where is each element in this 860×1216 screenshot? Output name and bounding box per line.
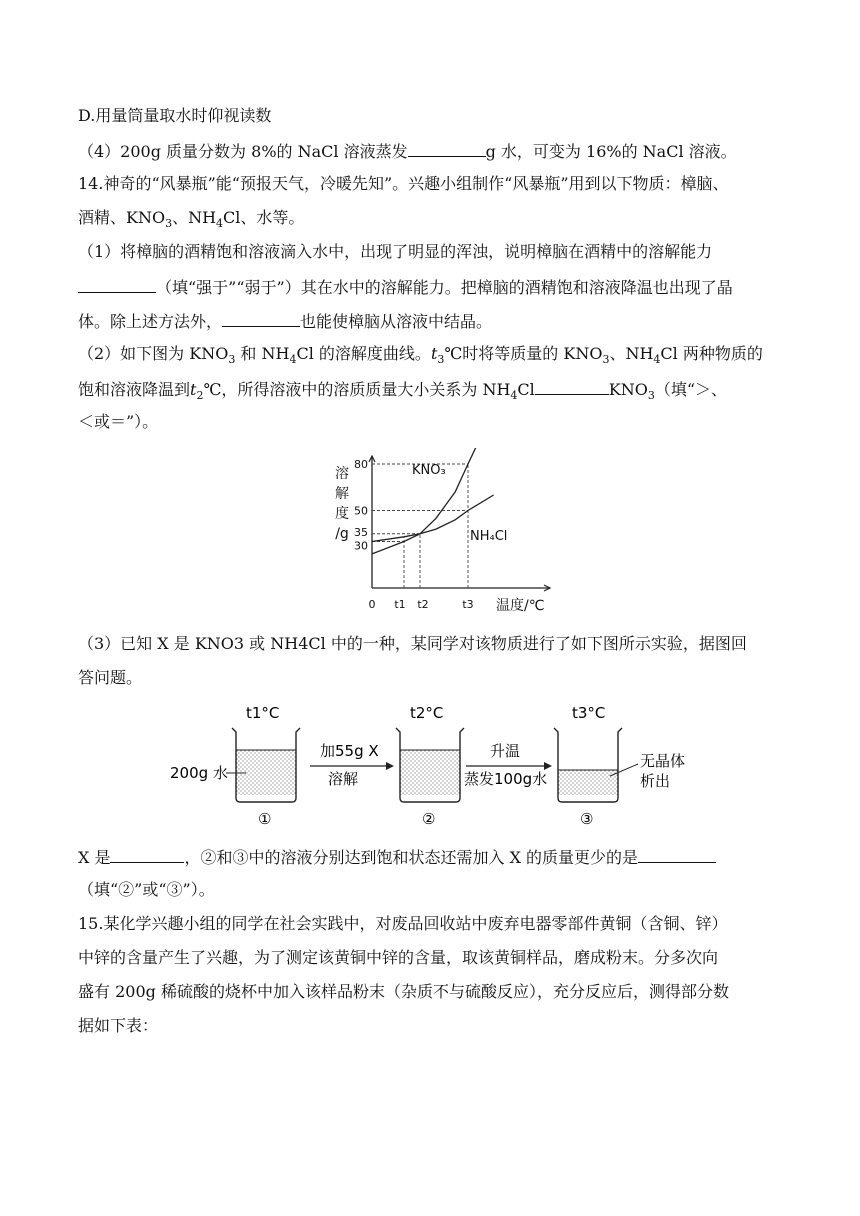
q15-line1: 15.某化学兴趣小组的同学在社会实践中，对废品回收站中废弃电器零部件黄铜（含铜、锌） xyxy=(78,914,728,933)
q14-part1-line1: （1）将樟脑的酒精饱和溶液滴入水中，出现了明显的浑浊，说明樟脑在酒精中的溶解能力 xyxy=(78,242,713,261)
origin-label: 0 xyxy=(368,598,376,611)
q14-line1: 14.神奇的“风暴瓶”能“预报天气，冷暖先知”。兴趣小组制作“风暴瓶”用到以下物质：樟脑、 xyxy=(78,174,729,193)
beaker-3-solution xyxy=(558,770,618,795)
q13-option-d: D.用量筒量取水时仰视读数 xyxy=(78,106,272,125)
chart-guides xyxy=(372,464,468,588)
y-tick-30: 30 xyxy=(354,539,368,553)
result-label-1: 无晶体 xyxy=(640,752,686,770)
q15-line3: 盛有 200g 稀硫酸的烧杯中加入该样品粉末（杂质不与硫酸反应），充分反应后，测得部分数 xyxy=(78,982,729,1001)
q15-line4: 据如下表： xyxy=(78,1016,159,1035)
y-tick-80: 80 xyxy=(354,458,368,471)
y-tick-35: 35 xyxy=(354,525,368,539)
q14-part2-line2: 饱和溶液降温到$t_2℃$，所得溶液中的溶质质量大小关系为 $NH_4Cl$ $KNO_3$（填“＞、 xyxy=(78,380,728,403)
beaker-3-temp: t3°C xyxy=(572,704,606,722)
q14-line2: 酒精、$KNO_3$、$NH_4Cl$、水等。 xyxy=(78,208,305,231)
answer-blank[interactable] xyxy=(535,378,609,395)
solubility-chart xyxy=(320,448,560,624)
q14-part2-line1: （2）如下图为 $KNO_3$ 和 $NH_4Cl$ 的溶解度曲线。$t_3℃$时将等质量的 $KNO_3$、$NH_4Cl$ 两种物质的 xyxy=(78,344,763,367)
x-axis-label: 温度/℃ xyxy=(496,598,545,614)
beaker-1-temp: t1°C xyxy=(246,704,280,722)
y-axis-label-2: 度 xyxy=(335,506,349,522)
y-axis-label-3: /g xyxy=(335,526,349,542)
y-axis-label-0: 溶 xyxy=(335,466,349,482)
beaker-2-number: ② xyxy=(422,810,436,828)
q14-part3-line2: 答问题。 xyxy=(78,668,143,687)
beaker-3-number: ③ xyxy=(580,810,594,828)
beaker-1 xyxy=(232,704,300,802)
chart-labels xyxy=(335,458,544,614)
arrow2-label-top: 升温 xyxy=(490,742,521,760)
x-tick-t3: t3 xyxy=(462,598,474,611)
experiment-diagram xyxy=(160,698,720,832)
q15-line2: 中锌的含量产生了兴趣，为了测定该黄铜中锌的含量，取该黄铜样品，磨成粉末。分多次向 xyxy=(78,948,719,967)
beaker-2 xyxy=(396,704,464,802)
q14-part1-line3: 体。除上述方法外， 也能使樟脑从溶液中结晶。 xyxy=(78,312,493,331)
nh4cl-label: NH₄Cl xyxy=(470,529,508,544)
y-tick-50: 50 xyxy=(354,504,368,518)
q14-part3-line4: （填“②”或“③”）。 xyxy=(78,880,215,899)
beaker-2-temp: t2°C xyxy=(410,704,444,722)
q14-part2-line3: ＜或＝”）。 xyxy=(78,412,159,431)
beaker-2-solution xyxy=(400,750,460,795)
x-tick-t1: t1 xyxy=(394,598,406,611)
water-label: 200g 水 xyxy=(170,764,228,782)
q14-part3-line1: （3）已知 X 是 KNO3 或 NH4Cl 中的一种，某同学对该物质进行了如下图所示实验，据图回 xyxy=(78,634,747,653)
beaker-3 xyxy=(554,704,622,802)
arrow1-label-top: 加55g X xyxy=(320,742,379,760)
q13-part4: （4）200g 质量分数为 8%的 NaCl 溶液蒸发 g 水，可变为 16%的 NaCl 溶液。 xyxy=(78,142,737,161)
answer-blank[interactable] xyxy=(222,310,300,327)
q14-part3-line3: X 是 ，②和③中的溶液分别达到饱和状态还需加入 X 的质量更少的是 xyxy=(78,846,716,868)
q14-part1-line2: （填“强于”“弱于”）其在水中的溶解能力。把樟脑的酒精饱和溶液降温也出现了晶 xyxy=(78,276,733,298)
kno3-label: KNO₃ xyxy=(412,463,446,478)
arrow2-label-bottom: 蒸发100g水 xyxy=(464,770,548,788)
answer-blank[interactable] xyxy=(78,276,156,293)
result-label-2: 析出 xyxy=(640,772,671,790)
x-tick-t2: t2 xyxy=(417,598,429,611)
chart-axes xyxy=(369,456,550,591)
arrow1-label-bottom: 溶解 xyxy=(328,770,359,788)
y-axis-label-1: 解 xyxy=(335,486,349,502)
answer-blank[interactable] xyxy=(408,140,486,157)
answer-blank[interactable] xyxy=(110,846,184,863)
beaker-1-number: ① xyxy=(258,810,272,828)
answer-blank[interactable] xyxy=(638,846,716,863)
